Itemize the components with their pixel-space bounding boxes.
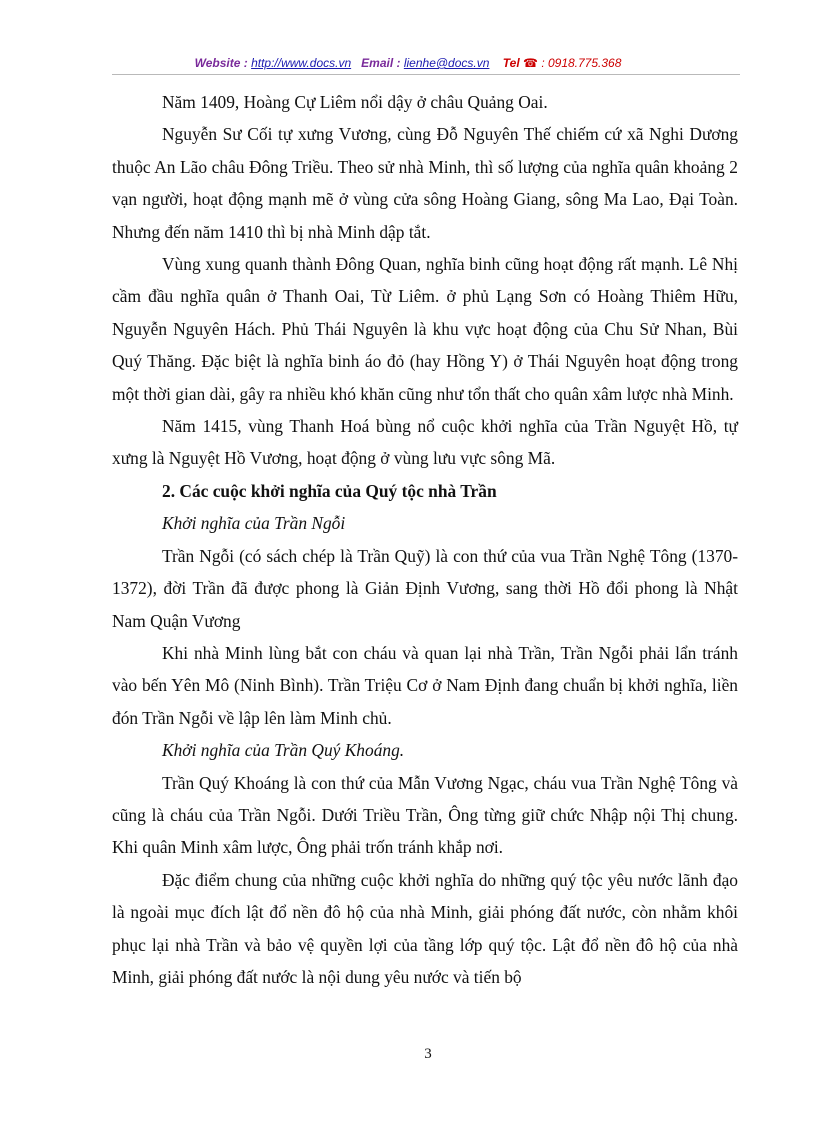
paragraph: Đặc điểm chung của những cuộc khởi nghĩa do những quý tộc yêu nước lãnh đạo là ngoài mục đích lật đổ nền đô hộ của nhà Minh, giải phóng đất nước, còn nhằm khôi phục lại nhà Trần và bảo vệ quyền lợi của tầng lớp quý tộc. Lật đổ nền đô hộ của nhà Minh, giải phóng đất nước là nội dung yêu nước và tiến bộ xyxy=(112,869,738,987)
email-label: Email : xyxy=(361,56,401,70)
paragraph: Khi nhà Minh lùng bắt con cháu và quan lại nhà Trần, Trần Ngỗi phải lẩn tránh vào bến Yên Mô (Ninh Bình). Trần Triệu Cơ ở Nam Định đang chuẩn bị khởi nghĩa, liền đón Trần Ngỗi về lập lên làm Minh chủ. xyxy=(112,642,738,728)
paragraph: Nguyễn Sư Cối tự xưng Vương, cùng Đỗ Nguyên Thế chiếm cứ xã Nghi Dương thuộc An Lão châu Đông Triều. Theo sử nhà Minh, thì số lượng của nghĩa quân khoảng 2 vạn người, hoạt động mạnh mẽ ở vùng cửa sông Hoàng Giang, sông Ma Lao, Đại Toàn. Nhưng đến năm 1410 thì bị nhà Minh dập tắt. xyxy=(112,124,738,242)
paragraph: Trần Quý Khoáng là con thứ của Mẫn Vương Ngạc, cháu vua Trần Nghệ Tông và cũng là cháu của Trần Ngỗi. Dưới Triều Trần, Ông từng giữ chức Nhập nội Thị chung. Khi quân Minh xâm lược, Ông phải trốn tránh khắp nơi. xyxy=(112,772,738,858)
paragraph: Năm 1415, vùng Thanh Hoá bùng nổ cuộc khởi nghĩa của Trần Nguyệt Hồ, tự xưng là Nguyệt Hồ Vương, hoạt động ở vùng lưu vực sông Mã. xyxy=(112,416,738,469)
paragraph: Vùng xung quanh thành Đông Quan, nghĩa binh cũng hoạt động rất mạnh. Lê Nhị cầm đầu nghĩa quân ở Thanh Oai, Từ Liêm. ở phủ Lạng Sơn có Hoàng Thiêm Hữu, Nguyễn Nguyên Hách. Phủ Thái Nguyên là khu vực hoạt động của Chu Sử Nhan, Bùi Quý Thăng. Đặc biệt là nghĩa binh áo đỏ (hay Hồng Y) ở Thái Nguyên hoạt động trong một thời gian dài, gây ra nhiều khó khăn cũng như tổn thất cho quân xâm lược nhà Minh. xyxy=(112,254,738,404)
subsection-heading: Khởi nghĩa của Trần Quý Khoáng. xyxy=(162,740,405,761)
page-header xyxy=(0,56,816,70)
telephone-icon: ☎ xyxy=(523,56,538,70)
tel-label: Tel xyxy=(502,56,520,70)
subsection-heading: Khởi nghĩa của Trần Ngỗi xyxy=(162,513,346,534)
subsection-heading-text: Khởi nghĩa của Trần Quý Khoáng xyxy=(162,740,400,761)
paragraph: Trần Ngỗi (có sách chép là Trần Quỹ) là con thứ của vua Trần Nghệ Tông (1370-1372), đời Trần đã được phong là Giản Định Vương, sang thời Hồ đổi phong là Nhật Nam Quận Vương xyxy=(112,545,738,631)
paragraph: Năm 1409, Hoàng Cự Liêm nổi dậy ở châu Quảng Oai. xyxy=(162,92,548,112)
website-label: Website : xyxy=(194,56,248,70)
page-number: 3 xyxy=(424,1046,432,1062)
header-divider xyxy=(112,74,740,75)
website-link[interactable]: http://www.docs.vn xyxy=(251,56,352,70)
section-heading: 2. Các cuộc khởi nghĩa của Quý tộc nhà Trần xyxy=(162,480,497,501)
tel-value: : 0918.775.368 xyxy=(541,56,622,70)
document-body xyxy=(112,86,738,993)
email-link[interactable]: lienhe@docs.vn xyxy=(403,56,490,70)
